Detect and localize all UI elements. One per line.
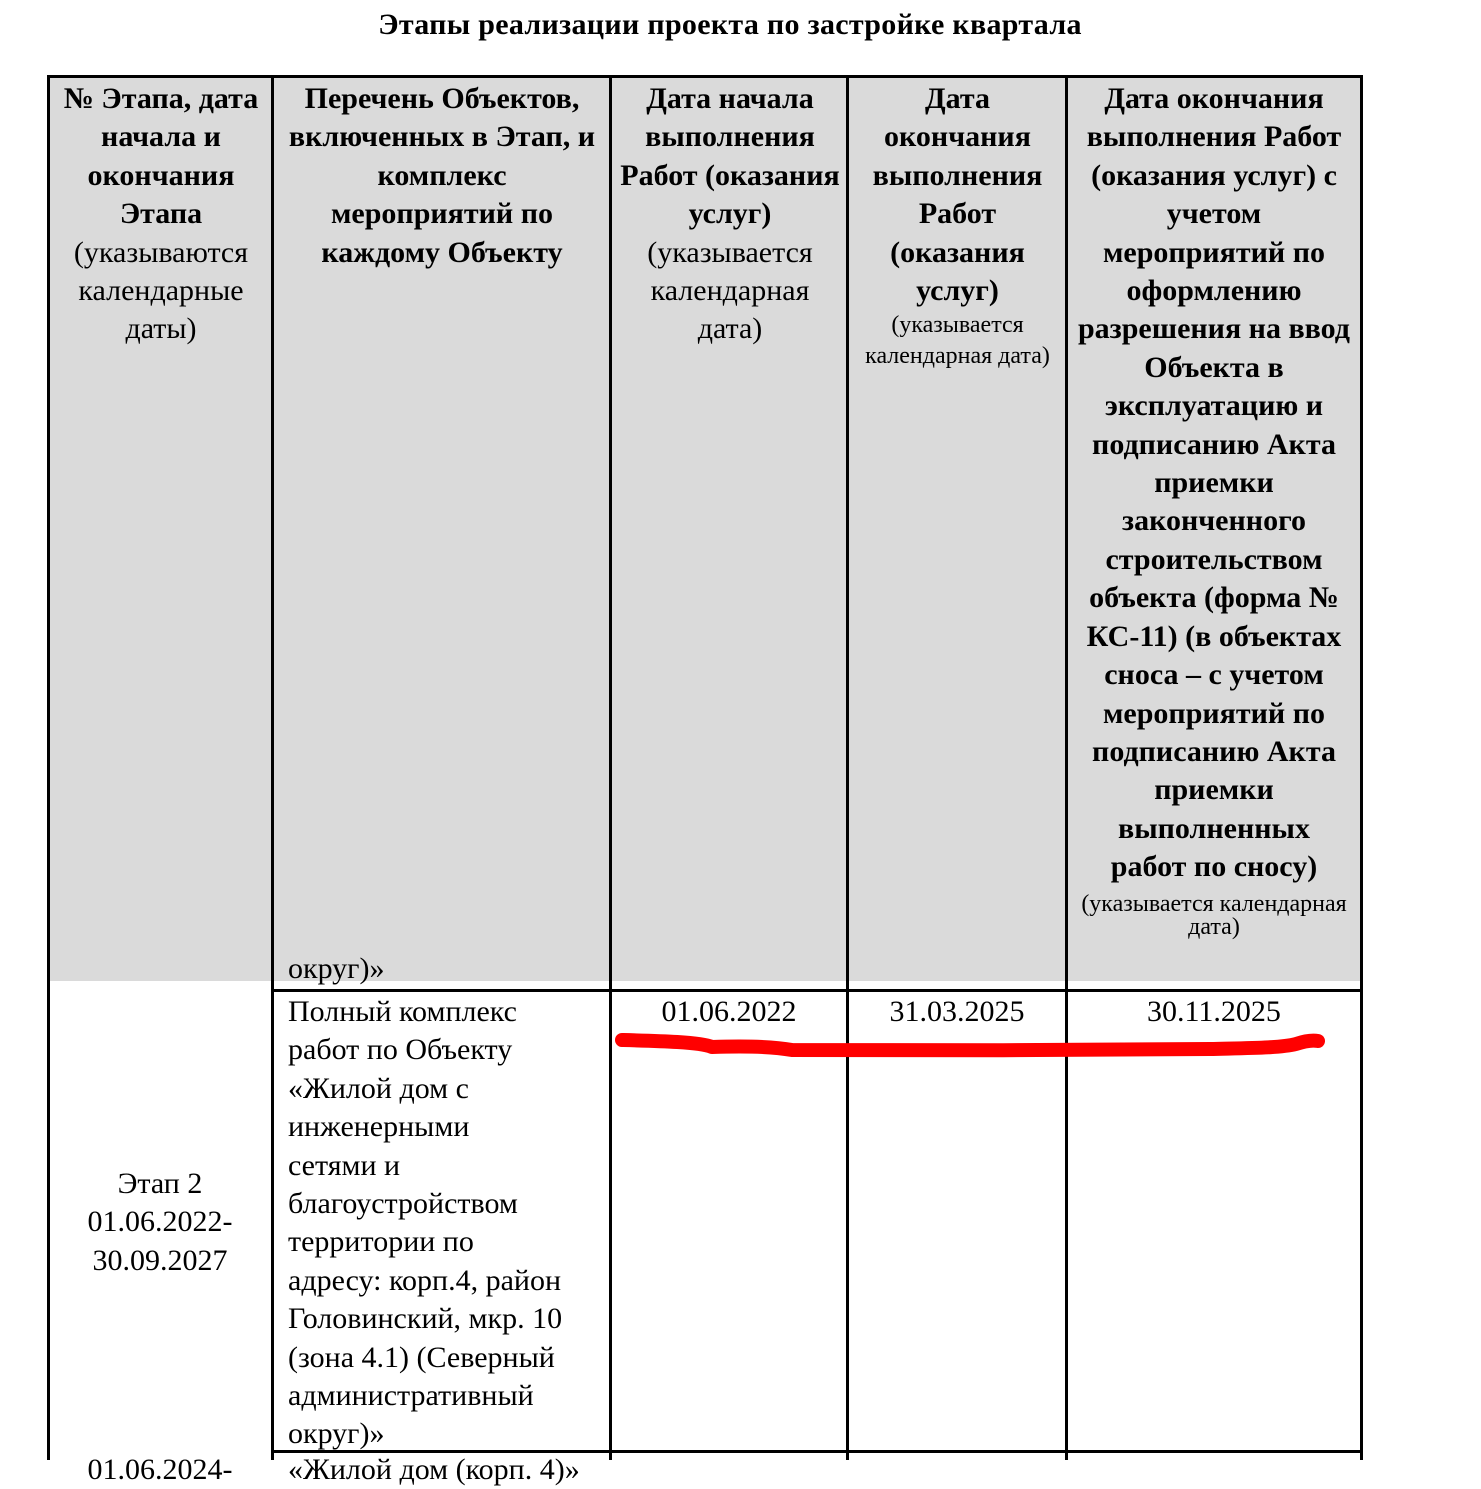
description-line: адресу: корп.4, район bbox=[288, 1263, 562, 1297]
final-date-value: 30.11.2025 bbox=[1147, 995, 1281, 1028]
header-start-date bbox=[620, 80, 840, 349]
header-final-date-bold: Дата окончания выполнения Работ (оказания услуг) с учетом мероприятий по оформлению разрешения на ввод Объекта в эксплуатацию и подписанию Акта приемки законченного строительством объекта (форма № КС-11) (в объектах сноса – с учетом мероприятий по подписанию Акта приемки выполненных работ по сносу) bbox=[1078, 82, 1350, 884]
header-bottom-border bbox=[272, 989, 1363, 992]
col-border-left bbox=[47, 75, 50, 1460]
header-start-date-note: (указывается календарная дата) bbox=[647, 235, 813, 346]
description-line: территории по bbox=[288, 1225, 474, 1259]
next-row-stage: 01.06.2024- bbox=[87, 1453, 233, 1486]
col-border-1 bbox=[271, 75, 274, 1460]
header-end-date-note: (указывается календарная дата) bbox=[865, 312, 1050, 370]
header-start-date-bold: Дата начала выполнения Работ (оказания услуг) bbox=[620, 82, 840, 231]
description-line: (зона 4.1) (Северный bbox=[288, 1340, 555, 1374]
stage-cell bbox=[52, 1165, 268, 1280]
description-line: сетями и bbox=[288, 1148, 401, 1182]
col-border-2 bbox=[609, 75, 612, 1460]
description-line: «Жилой дом с bbox=[288, 1071, 469, 1105]
description-line: Головинский, мкр. 10 bbox=[288, 1302, 563, 1336]
header-final-date-note: (указывается календарная дата) bbox=[1081, 890, 1347, 940]
col-border-right bbox=[1360, 75, 1363, 1460]
description-line: административный bbox=[288, 1379, 534, 1413]
header-stage-bold: № Этапа, дата начала и окончания Этапа bbox=[63, 82, 259, 231]
header-objects bbox=[283, 80, 601, 272]
header-stage bbox=[56, 80, 266, 349]
description-line: Полный комплекс bbox=[288, 995, 517, 1028]
stage-end: 30.09.2027 bbox=[92, 1243, 228, 1277]
description-line: работ по Объекту bbox=[288, 1033, 513, 1067]
table-top-border bbox=[47, 75, 1363, 78]
header-final-date bbox=[1078, 80, 1350, 939]
description-line: благоустройством bbox=[288, 1187, 518, 1221]
description-line: инженерными bbox=[288, 1110, 470, 1144]
header-end-date bbox=[855, 80, 1060, 372]
end-date-value: 31.03.2025 bbox=[889, 995, 1025, 1028]
description-line: округ)» bbox=[288, 1417, 385, 1451]
stage-start: 01.06.2022- bbox=[87, 1205, 233, 1239]
overflow-text: округ)» bbox=[288, 952, 385, 985]
start-date-value: 01.06.2022 bbox=[661, 995, 797, 1028]
header-objects-bold: Перечень Объектов, включенных в Этап, и комплекс мероприятий по каждому Объекту bbox=[288, 82, 596, 269]
document-title: Этапы реализации проекта по застройке квартала bbox=[378, 8, 1082, 41]
col-border-4 bbox=[1065, 75, 1068, 1460]
header-stage-note: (указываются календарные даты) bbox=[73, 235, 249, 346]
stage-name: Этап 2 bbox=[117, 1167, 203, 1200]
header-end-date-bold: Дата окончания выполнения Работ (оказания услуг) bbox=[872, 82, 1043, 308]
next-row-description: «Жилой дом (корп. 4)» bbox=[288, 1453, 580, 1486]
description-cell bbox=[288, 993, 606, 1454]
col-border-3 bbox=[846, 75, 849, 1460]
